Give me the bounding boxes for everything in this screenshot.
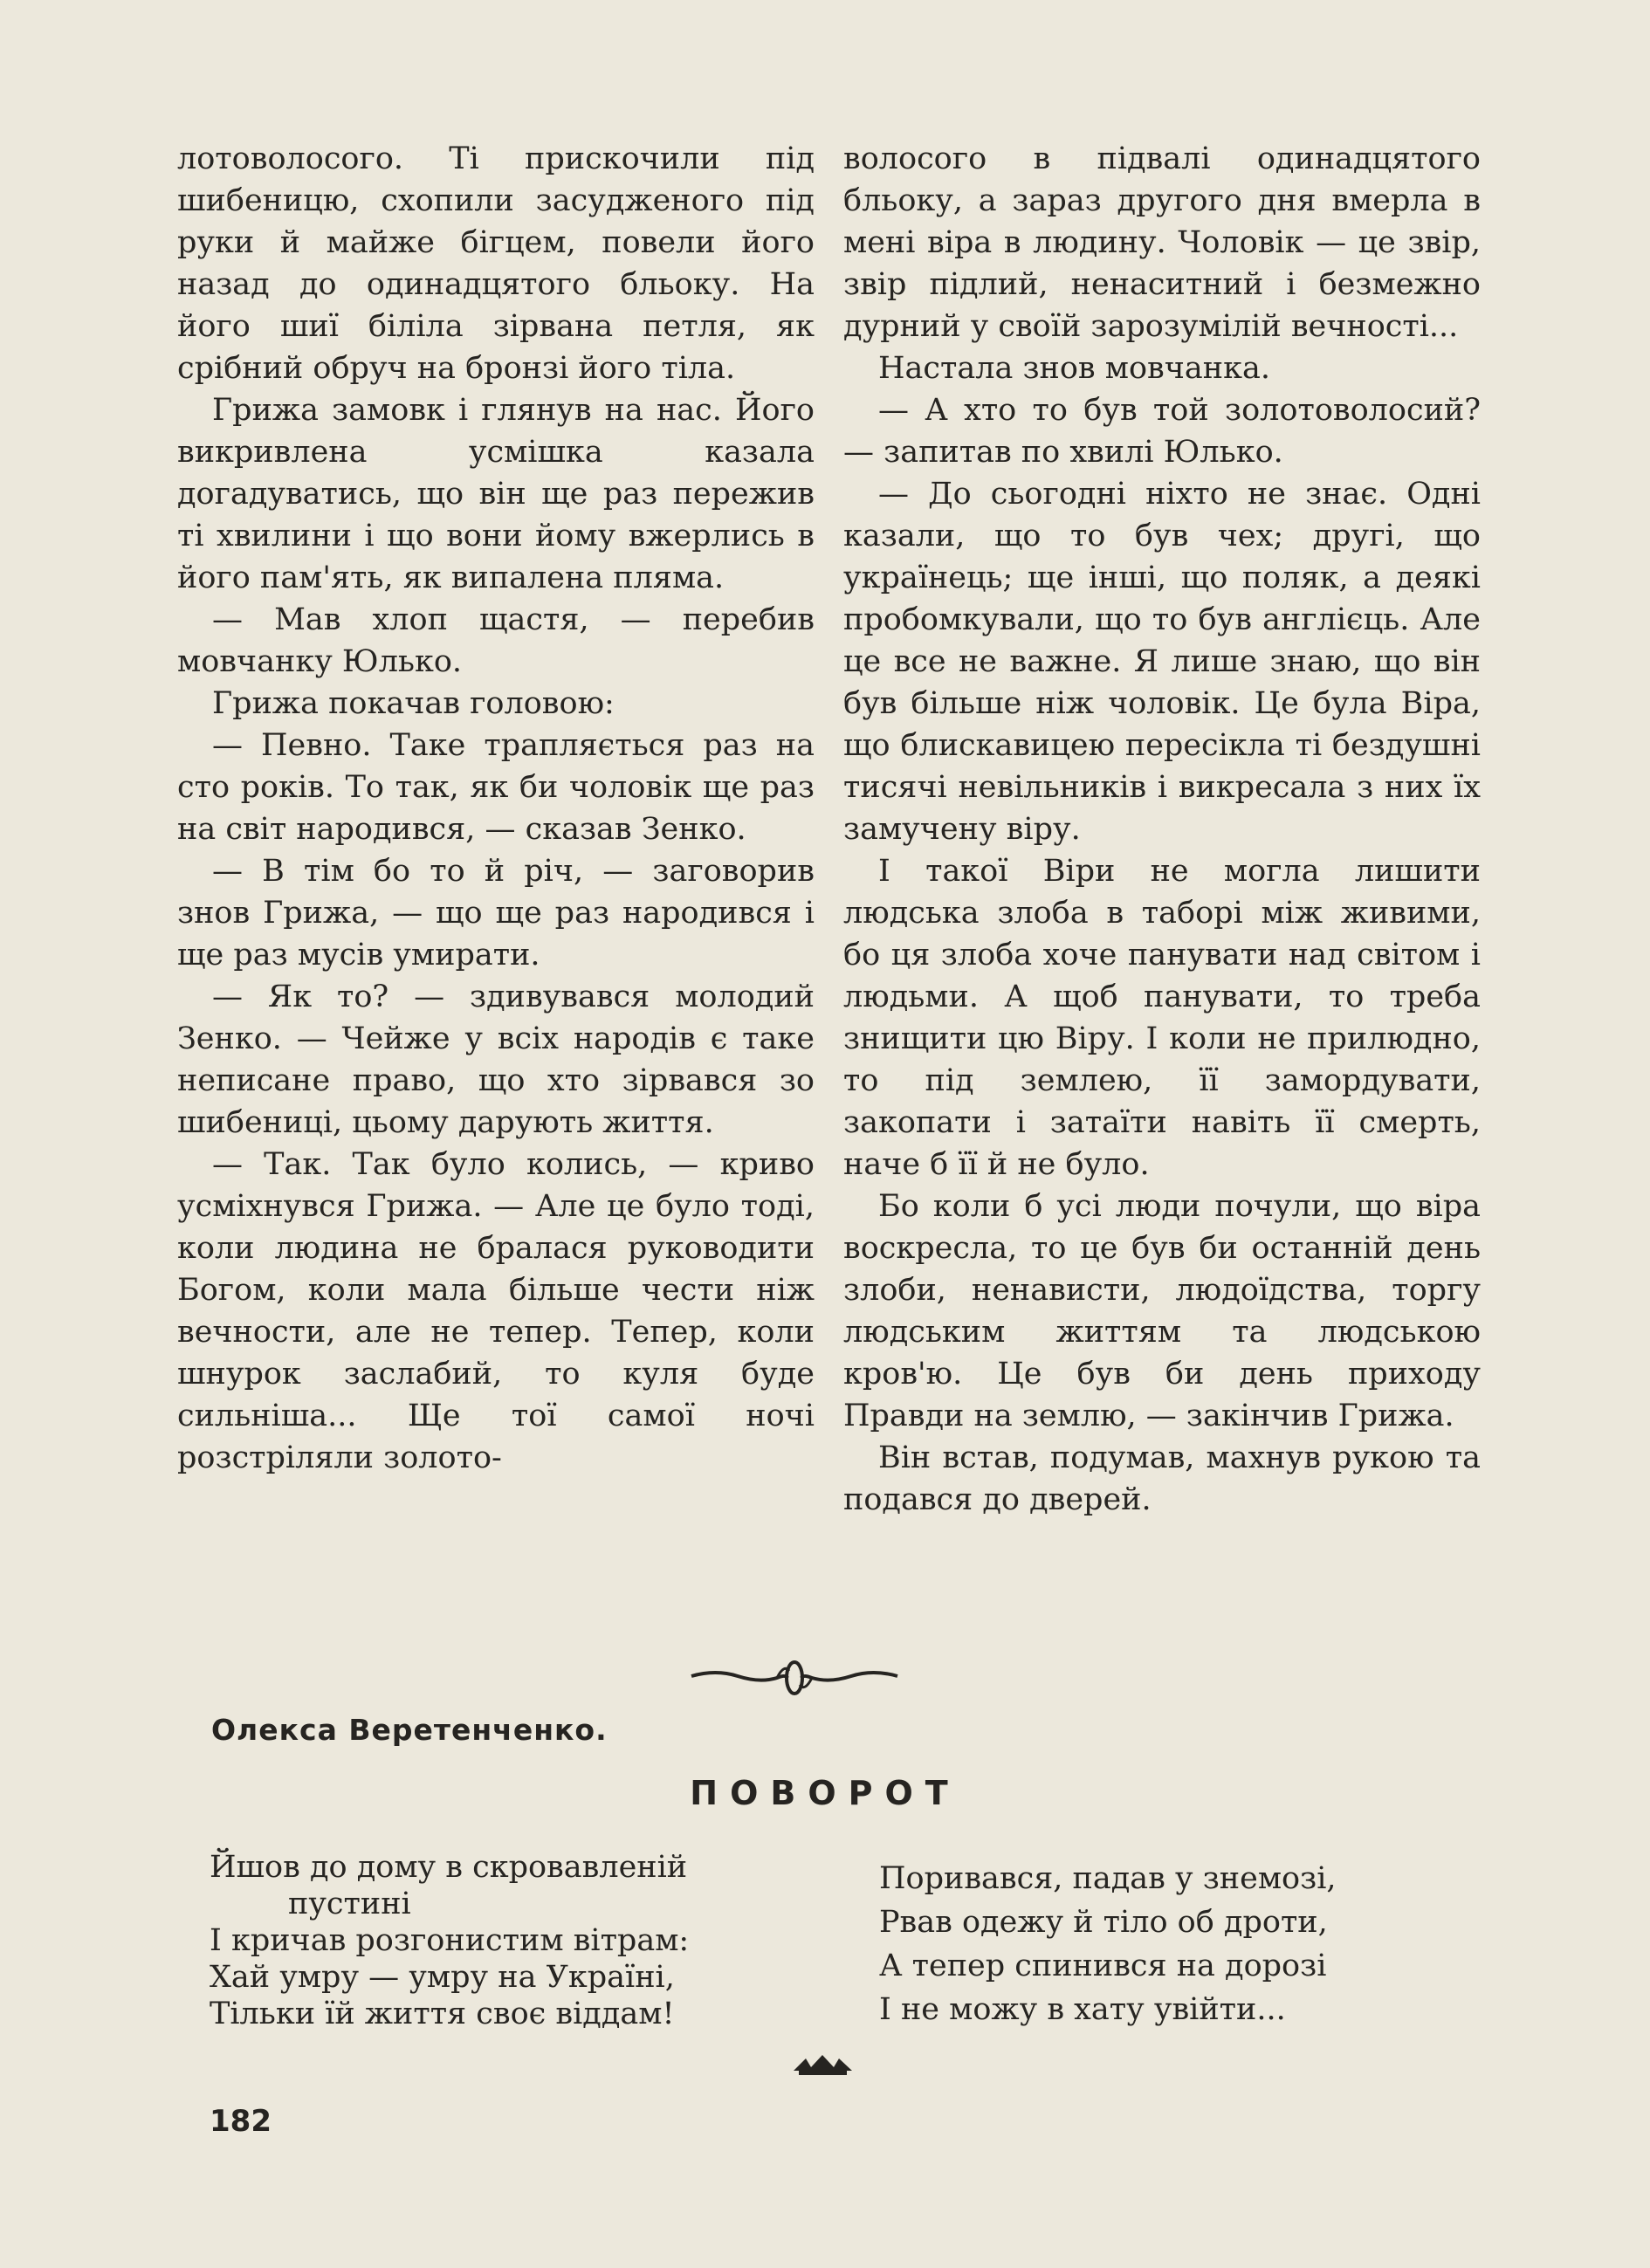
paragraph: Він встав, подумав, махнув рукою та подався до дверей.: [843, 1440, 1481, 1517]
left-text-column: [177, 138, 815, 1479]
poem-line: І не можу в хату увійти...: [879, 1992, 1286, 2027]
paragraph: — Як то? — здивувався молодий Зенко. — Чейже у всіх народів є таке неписане право, що хто зірвався зо шибениці, цьому дарують життя.: [177, 979, 815, 1140]
ornament-divider: [690, 1657, 899, 1701]
paragraph: І такої Віри не могла лишити людська злоба в таборі між живими, бо ця злоба хоче панувати над світом і людьми. А щоб панувати, то треба знищити цю Віру. І коли не прилюдно, то під землею, її замордувати, закопати і затаїти навіть її смерть, наче б її й не було.: [843, 854, 1481, 1182]
poem-line: Йшов до дому в скровавленій: [210, 1850, 688, 1885]
poem-line: Поривався, падав у знемозі,: [879, 1861, 1337, 1896]
poem-title: ПОВОРОТ: [690, 1774, 960, 1812]
paragraph: — Так. Так було колись, — криво усміхнувся Грижа. — Але це було тоді, коли людина не бралася руководити Богом, коли мала більше чести ніж вечности, але не тепер. Тепер, коли шнурок заслабий, то куля буде сильніша... Ще тої самої ночі розстріляли золото-: [177, 1147, 815, 1475]
paragraph: лотоволосого. Ті прискочили під шибеницю, схопили засудженого під руки й майже бігцем, повели його назад до одинадцятого бльоку. На його шиї біліла зірвана петля, як срібний обруч на бронзі його тіла.: [177, 141, 815, 386]
paragraph: — Мав хлоп щастя, — перебив мовчанку Юлько.: [177, 602, 815, 679]
paragraph: — До сьогодні ніхто не знає. Одні казали, що то був чех; другі, що українець; ще інші, що поляк, а деякі пробомкували, що то був англієць. Але це все не важне. Я лише знаю, що він був більше ніж чоловік. Це була Віра, що блискавицею пересікла ті бездушні тисячі невільників і викресала з них їх замучену віру.: [843, 477, 1481, 847]
paragraph: Грижа покачав головою:: [212, 686, 615, 721]
author-name: Олекса Веретенченко.: [211, 1713, 608, 1747]
poem-line: А тепер спинився на дорозі: [879, 1948, 1327, 1983]
paragraph: Настала знов мовчанка.: [878, 351, 1270, 386]
paragraph: — В тім бо то й річ, — заговорив знов Грижа, — що ще раз народився і ще раз мусів умирати.: [177, 854, 815, 972]
poem-line: пустині: [288, 1887, 411, 1921]
poem-line: Рвав одежу й тіло об дроти,: [879, 1905, 1328, 1940]
paragraph: — А хто то був той золотоволосий? — запитав по хвилі Юлько.: [843, 393, 1481, 470]
poem-line: Хай умру — умру на Україні,: [210, 1960, 675, 1995]
poem-line: Тільки їй життя своє віддам!: [210, 1997, 675, 2031]
paragraph: Бо коли б усі люди почули, що віра воскресла, то це був би останній день злоби, ненависти, людоїдства, торгу людським життям та людською кров'ю. Це був би день приходу Правди на землю, — закінчив Грижа.: [843, 1189, 1481, 1433]
paragraph: волосого в підвалі одинадцятого бльоку, а зараз другого дня вмерла в мені віра в людину. Чоловік — це звір, звір підлий, ненаситний і безмежно дурний у своїй зарозумілій вечності...: [843, 141, 1481, 344]
right-text-column: [843, 138, 1481, 1521]
poem-stanza-left: [210, 1849, 803, 2032]
paragraph: — Певно. Таке трапляється раз на сто років. То так, як би чоловік ще раз на світ народився, — сказав Зенко.: [177, 728, 815, 847]
paragraph: Грижа замовк і глянув на нас. Його викривлена усмішка казала догадуватись, що він ще раз пережив ті хвилини і що вони йому вжерлись в його пам'ять, як випалена пляма.: [177, 393, 815, 595]
poem-stanza-right: [879, 1857, 1473, 2031]
page-number: 182: [210, 2104, 272, 2139]
decorative-vignette: [790, 2052, 856, 2078]
poem-line: І кричав розгонистим вітрам:: [210, 1923, 690, 1958]
